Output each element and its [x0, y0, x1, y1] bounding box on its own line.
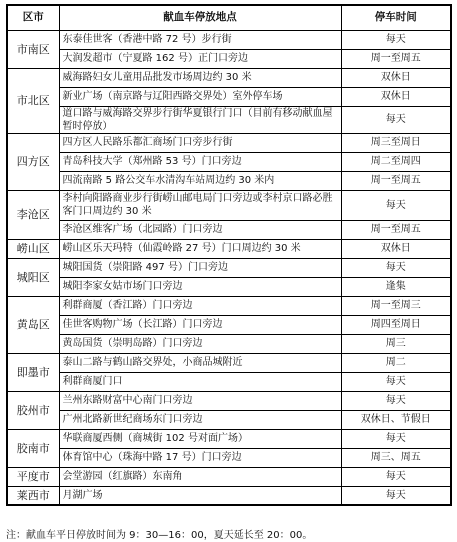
table-row — [7, 410, 451, 429]
time-cell: 每天 — [341, 429, 451, 448]
table-row — [7, 486, 451, 505]
time-cell: 周一至周三 — [341, 296, 451, 315]
location-cell: 崂山区乐天玛特（仙霞岭路 27 号）门口周边约 30 米 — [59, 239, 341, 258]
location-cell: 月湖广场 — [59, 486, 341, 505]
table-row — [7, 87, 451, 106]
table-header — [7, 5, 451, 30]
district-cell: 城阳区 — [7, 258, 59, 296]
table-row — [7, 391, 451, 410]
location-cell: 体育馆中心（珠海中路 17 号）门口旁边 — [59, 448, 341, 467]
district-cell: 平度市 — [7, 467, 59, 486]
location-cell: 威海路妇女儿童用品批发市场周边约 30 米 — [59, 68, 341, 87]
district-cell: 胶州市 — [7, 391, 59, 429]
location-cell: 大润发超市（宁夏路 162 号）正门口旁边 — [59, 49, 341, 68]
table-row — [7, 467, 451, 486]
time-cell: 周三至周日 — [341, 133, 451, 152]
time-cell: 每天 — [341, 486, 451, 505]
header-district: 区市 — [7, 5, 59, 30]
table-row — [7, 277, 451, 296]
location-cell: 利群商厦门口 — [59, 372, 341, 391]
table-row — [7, 171, 451, 190]
table-row — [7, 133, 451, 152]
location-cell: 青岛科技大学（郑州路 53 号）门口旁边 — [59, 152, 341, 171]
district-cell: 莱西市 — [7, 486, 59, 505]
location-cell: 李沧区维客广场（北园路）门口旁边 — [59, 220, 341, 239]
table-row — [7, 68, 451, 87]
location-cell: 利群商厦（香江路）门口旁边 — [59, 296, 341, 315]
time-cell: 周三、周五 — [341, 448, 451, 467]
time-cell: 每天 — [341, 467, 451, 486]
district-cell: 胶南市 — [7, 429, 59, 467]
time-cell: 每天 — [341, 30, 451, 49]
location-cell: 佳世客购物广场（长江路）门口旁边 — [59, 315, 341, 334]
location-cell: 黄岛国货（崇明岛路）门口旁边 — [59, 334, 341, 353]
district-cell: 崂山区 — [7, 239, 59, 258]
time-cell: 每天 — [341, 106, 451, 133]
table-row — [7, 334, 451, 353]
table-row — [7, 152, 451, 171]
district-cell: 黄岛区 — [7, 296, 59, 353]
location-cell: 东泰佳世客（香港中路 72 号）步行街 — [59, 30, 341, 49]
location-cell: 兰州东路财富中心南门口旁边 — [59, 391, 341, 410]
table-row — [7, 315, 451, 334]
location-cell: 城阳国货（崇阳路 497 号）门口旁边 — [59, 258, 341, 277]
time-cell: 周二 — [341, 353, 451, 372]
location-cell: 新业广场（南京路与辽阳西路交界处）室外停车场 — [59, 87, 341, 106]
time-cell: 双休日 — [341, 87, 451, 106]
time-cell: 周四至周日 — [341, 315, 451, 334]
table-row — [7, 30, 451, 49]
time-cell: 每天 — [341, 391, 451, 410]
time-cell: 双休日 — [341, 68, 451, 87]
header-time: 停车时间 — [341, 5, 451, 30]
table-row — [7, 220, 451, 239]
location-cell: 道口路与威海路交界步行街华夏银行门口（目前有移动献血屋暂时停放） — [59, 106, 341, 133]
location-cell: 四流南路 5 路公交车水清沟车站周边约 30 米内 — [59, 171, 341, 190]
district-cell: 四方区 — [7, 133, 59, 190]
table-row — [7, 372, 451, 391]
time-cell: 双休日、节假日 — [341, 410, 451, 429]
time-cell: 逢集 — [341, 277, 451, 296]
table-row — [7, 258, 451, 277]
footnote: 注：献血车平日停放时间为 9：30—16：00，夏天延长至 20：00。 — [6, 530, 313, 541]
table-row — [7, 239, 451, 258]
blood-bus-schedule-table — [6, 4, 452, 506]
district-cell: 即墨市 — [7, 353, 59, 391]
district-cell: 李沧区 — [7, 190, 59, 239]
district-cell: 市南区 — [7, 30, 59, 68]
table-row — [7, 353, 451, 372]
table-row — [7, 49, 451, 68]
time-cell: 周二至周四 — [341, 152, 451, 171]
time-cell: 双休日 — [341, 239, 451, 258]
time-cell: 每天 — [341, 258, 451, 277]
table-row — [7, 106, 451, 133]
table-row — [7, 429, 451, 448]
location-cell: 华联商厦西侧（商城街 102 号对面广场） — [59, 429, 341, 448]
header-location: 献血车停放地点 — [59, 5, 341, 30]
time-cell: 每天 — [341, 190, 451, 220]
time-cell: 周一至周五 — [341, 171, 451, 190]
time-cell: 周三 — [341, 334, 451, 353]
location-cell: 四方区人民路乐都汇商场门口旁步行街 — [59, 133, 341, 152]
time-cell: 周一至周五 — [341, 220, 451, 239]
table-row — [7, 190, 451, 220]
table-row — [7, 448, 451, 467]
table-row — [7, 296, 451, 315]
time-cell: 周一至周五 — [341, 49, 451, 68]
location-cell: 会堂游园（红旗路）东南角 — [59, 467, 341, 486]
district-cell: 市北区 — [7, 68, 59, 133]
table-body — [7, 30, 451, 505]
location-cell: 广州北路新世纪商场东门口旁边 — [59, 410, 341, 429]
location-cell: 泰山二路与鹤山路交界处，小商品城附近 — [59, 353, 341, 372]
time-cell: 每天 — [341, 372, 451, 391]
location-cell: 李村向阳路商业步行街崂山邮电局门口旁边或李村京口路必胜客门口周边约 30 米 — [59, 190, 341, 220]
location-cell: 城阳李家女姑市场门口旁边 — [59, 277, 341, 296]
